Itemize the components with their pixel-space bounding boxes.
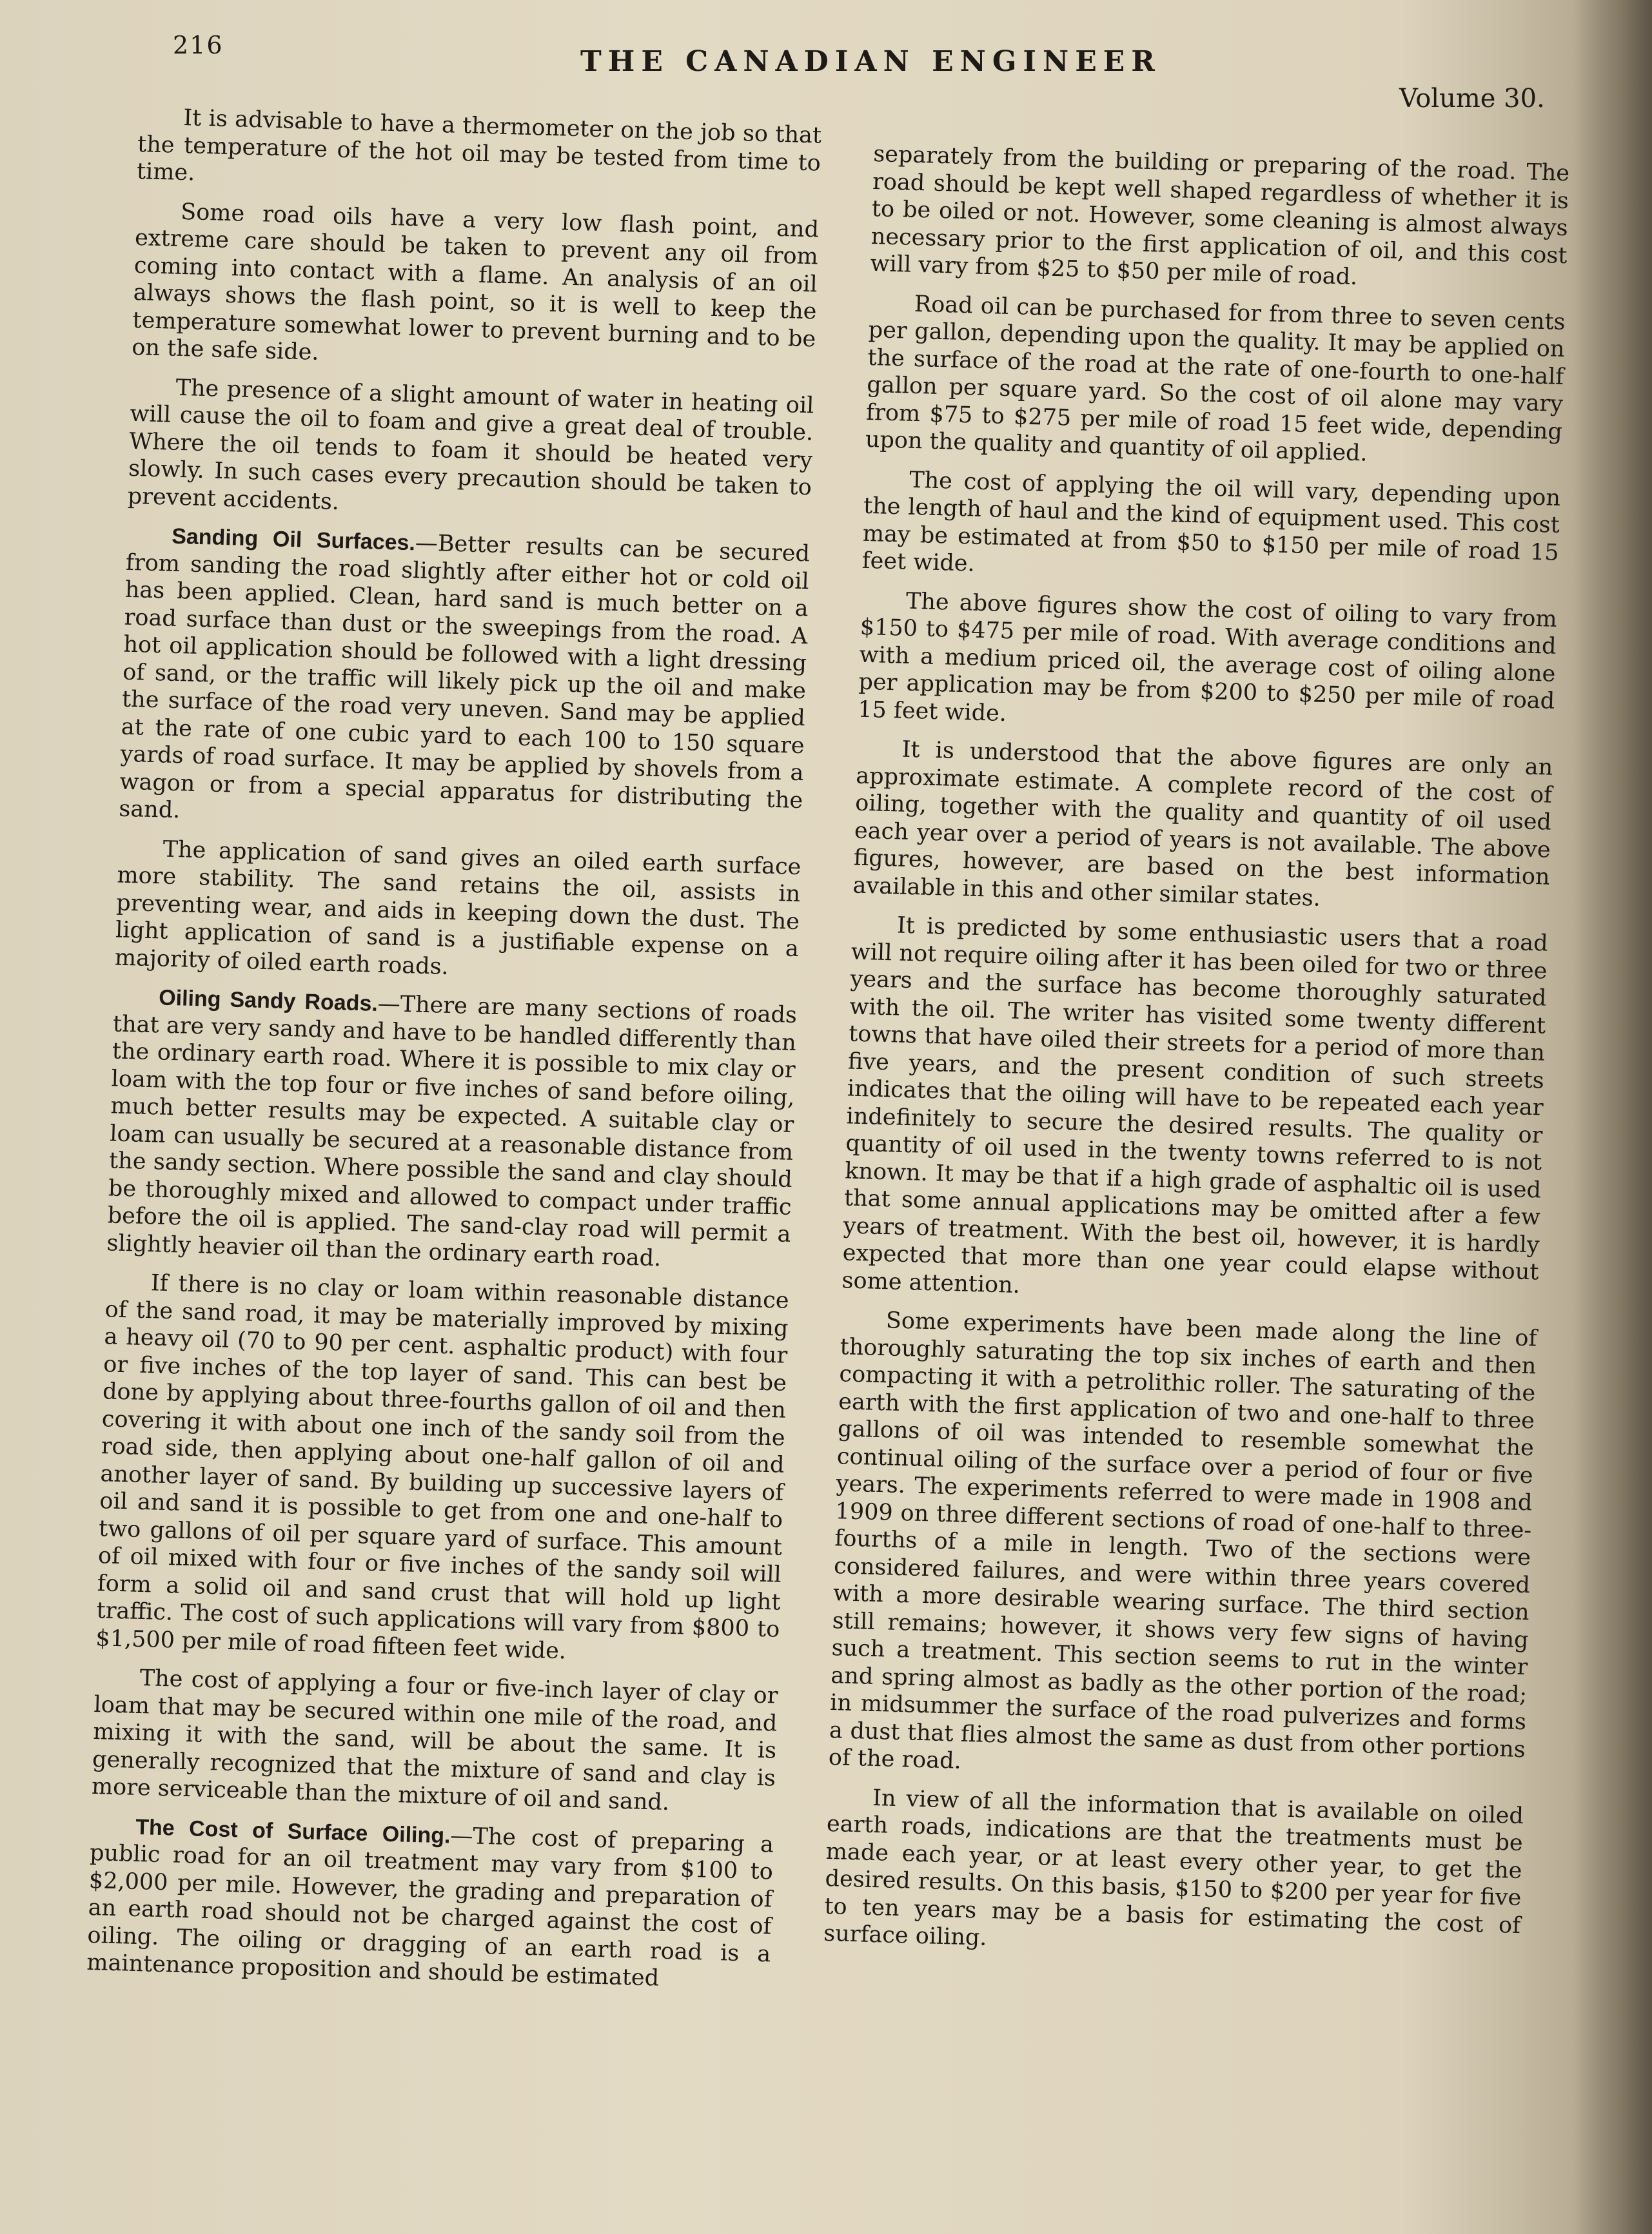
paragraph (870, 141, 1570, 297)
paragraph-text: —There are many sections of roads that are very sandy and have to be handled differently than the ordinary earth road. Where it is possible to mix clay or loam with the top four or five inches of sand before oiling, much better results may be expected. A suitable clay or loam can usually be secured at a reasonable distance from the sandy section. Where possible the sand and clay should be thoroughly mixed and allowed to compact under traffic before the oil is applied. The sand-clay road will permit a slightly heavier oil than the ordinary earth road. (106, 990, 798, 1271)
paragraph (86, 1812, 774, 1995)
paragraph-text: —The cost of preparing a public road for an oil treatment may vary from $100 to $2,000 per mile. However, the grading and preparation of an earth road should not be charged against the cost of oiling. The oiling or dragging of an earth road is a maintenance proposition and should be estimated (86, 1823, 774, 1992)
paragraph-text: The cost of applying a four or five-inch layer of clay or loam that may be secured within one mile of the road, and mixing it with the sand, will be about the same. It is generally recognized that the mixture of sand and clay is more serviceable than the mixture of oil and sand. (91, 1665, 778, 1816)
paragraph (95, 1268, 789, 1671)
paragraph (865, 289, 1566, 473)
paragraph (119, 522, 811, 842)
paragraph-text: Some road oils have a very low flash point, and extreme care should be taken to prevent any oil from coming into contact with a flame. An analysis of an oil always shows the flash point, so it is well to keep the temperature somewhat lower to prevent burning and to be on the safe side. (131, 199, 820, 366)
paragraph (127, 373, 814, 529)
paragraph-text: Road oil can be purchased for from three to seven cents per gallon, depending upon the quality. It may be applied on the surface of the road at the rate of one-fourth to one-half gallon per square yard. So the cost of oil alone may vary from $75 to $275 per mile of road 15 feet wide, depending upon the quality and quantity of oil applied. (865, 291, 1566, 467)
paragraph (136, 103, 821, 204)
paragraph (861, 465, 1560, 594)
paragraph-text: It is predicted by some enthusiastic users that a road will not require oiling after it has been oiled for two or three years and the surface has become thoroughly saturated with the oil. The writer has visited some twenty different towns that have oiled their streets for a period of more than five years, and the present condition of such streets indicates that the oiling will have to be repeated each year indefinitely to secure the desired results. The quality or quantity of oil used in the twenty towns referred to is not known. It may be that if a high grade of asphaltic oil is used that some annual applications may be omitted after a few years of treatment. With the best oil, however, it is hardly expected that more than one year could elapse without some attention. (841, 912, 1549, 1298)
paragraph (828, 1306, 1537, 1790)
left-column (86, 103, 821, 2007)
page-number: 216 (173, 31, 224, 59)
paragraph-text: The cost of applying the oil will vary, depending upon the length of haul and the kind of equipment used. This cost may be estimated at from $50 to $150 per mile of road 15 feet wide. (861, 467, 1561, 577)
paragraph-text: In view of all the information that is available on oiled earth roads, indications are that the treatments must be made each year, or at least every other year, to get the desired results. On this basis, $150 to $200 per year for five to ten years may be a basis for estimating the cost of surface oiling. (823, 1785, 1524, 1951)
paragraph-text: The above figures show the cost of oiling to vary from $150 to $475 per mile of road. With average conditions and with a medium priced oil, the average cost of oiling alone per application may be from $200 to $250 per mile of road 15 feet wide. (857, 588, 1558, 727)
paragraph-text: separately from the building or preparing of the road. The road should be kept well shaped regardless of whether it is to be oiled or not. However, some cleaning is almost always necessary prior to the first application of oil, and this cost will vary from $25 to $50 per mile of road. (870, 141, 1570, 291)
section-heading: The Cost of Surface Oiling. (135, 1814, 451, 1848)
section-heading: Sanding Oil Surfaces. (171, 524, 416, 556)
paragraph-text: —Better results can be secured from sanding the road slightly after either hot or cold oil has been applied. Clean, hard sand is much better on a road surface than dust or the sweepings from the road. A hot oil application should be followed with a light dressing of sand, or the traffic will likely pick up the oil and make the surface of the road very uneven. Sand may be applied at the rate of one cubic yard to each 100 to 150 square yards of road surface. It may be applied by shovels from a wagon or from a special apparatus for distributing the sand. (118, 530, 811, 824)
paragraph (841, 911, 1548, 1314)
journal-title: THE CANADIAN ENGINEER (580, 45, 1161, 78)
right-column (823, 141, 1569, 1979)
paragraph (114, 834, 801, 990)
paragraph-text: The presence of a slight amount of water in heating oil will cause the oil to foam and give a great deal of trouble. Where the oil tends to foam it should be heated very slowly. In such cases every precaution should be taken to prevent accidents. (127, 375, 814, 515)
paragraph (858, 586, 1558, 743)
volume-label: Volume 30. (1399, 84, 1545, 113)
paragraph-text: The application of sand gives an oiled earth surface more stability. The sand retains the oil, assists in preventing wear, and aids in keeping down the dust. The light application of sand is a justifiable expense on a majority of oiled earth roads. (114, 836, 801, 980)
section-heading: Oiling Sandy Roads. (158, 985, 379, 1016)
paragraph-text: Some experiments have been made along the line of thoroughly saturating the top six inches of earth and then compacting it with a petrolithic roller. The saturating of the earth with the first application of two and one-half to three gallons of oil was intended to resemble somewhat the continual oiling of the surface over a period of four or five years. The experiments referred to were made in 1908 and 1909 on three different sections of road of one-half to three-fourths of a mile in length. Two of the sections were considered failures, and were within three years covered with a more desirable wearing surface. The third section still remains; however, it shows very few signs of having such a treatment. This section seems to rut in the winter and spring almost as badly as the other portion of the road; in midsummer the surface of the road pulverizes and forms a dust that flies almost the same as dust from other portions of the road. (828, 1308, 1538, 1774)
paragraph (106, 983, 797, 1275)
paragraph (91, 1663, 778, 1819)
paragraph (852, 735, 1553, 919)
paragraph-text: It is understood that the above figures are only an approximate estimate. A complete record of the cost of oiling, together with the quality and quantity of oil used each year over a period of years is not available. The above figures, however, are based on the best information available in this and other similar states. (852, 736, 1553, 912)
paragraph-text: It is advisable to have a thermometer on the job so that the temperature of the hot oil may be tested from time to time. (136, 104, 822, 186)
paragraph-text: If there is no clay or loam within reasonable distance of the sand road, it may be materially improved by mixing a heavy oil (70 to 90 per cent. asphaltic product) with four or five inches of the top layer of sand. This can best be done by applying about three-fourths gallon of oil and then covering it with about one inch of the sandy soil from the road side, then applying about one-half gallon of oil and another layer of sand. By building up successive layers of oil and sand it is possible to get from one and one-half to two gallons of oil per square yard of surface. This amount of oil mixed with four or five inches of the sandy soil will form a solid oil and sand crust that will hold up light traffic. The cost of such applications will vary from $800 to $1,500 per mile of road fifteen feet wide. (95, 1270, 790, 1664)
binding-shadow (1575, 0, 1652, 2234)
paragraph (132, 197, 820, 380)
paragraph (823, 1783, 1524, 1967)
